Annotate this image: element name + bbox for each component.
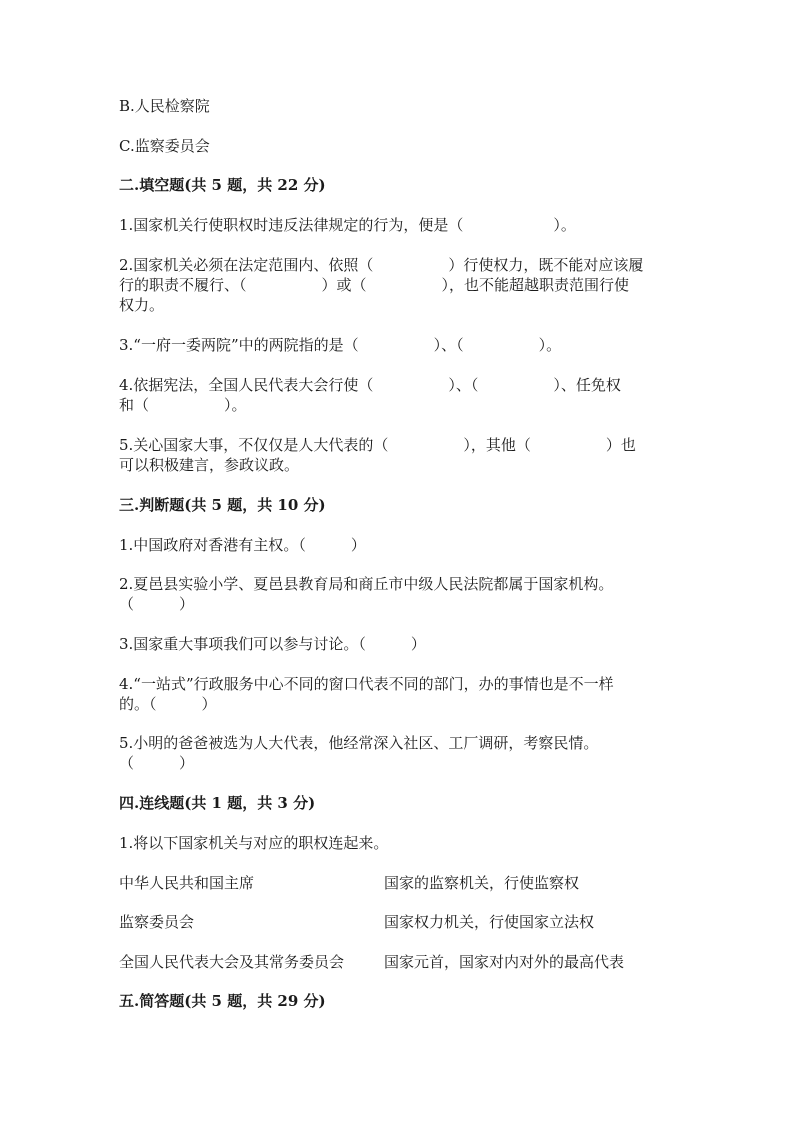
section-heading-true-false: 三.判断题(共 5 题，共 10 分) bbox=[119, 496, 326, 514]
true-false-question-1: 1.中国政府对香港有主权。（ ） bbox=[119, 536, 366, 554]
fill-blank-question-2-line-3: 权力。 bbox=[119, 296, 165, 314]
matching-right-item: 国家的监察机关，行使监察权 bbox=[384, 874, 580, 892]
fill-blank-question-3: 3.“一府一委两院”中的两院指的是（ ）、（ ）。 bbox=[119, 336, 562, 354]
fill-blank-question-4-line-1: 4.依据宪法，全国人民代表大会行使（ ）、（ ）、任免权 bbox=[119, 376, 621, 394]
fill-blank-question-2-line-1: 2.国家机关必须在法定范围内、依照（ ）行使权力，既不能对应该履 bbox=[119, 256, 644, 274]
matching-right-item: 国家权力机关，行使国家立法权 bbox=[384, 913, 595, 931]
matching-question-1: 1.将以下国家机关与对应的职权连起来。 bbox=[119, 834, 389, 852]
section-heading-short-answer: 五.简答题(共 5 题，共 29 分) bbox=[119, 992, 326, 1010]
section-heading-fill-blank: 二.填空题(共 5 题，共 22 分) bbox=[119, 176, 326, 194]
true-false-question-5-line-1: 5.小明的爸爸被选为人大代表，他经常深入社区、工厂调研，考察民情。 bbox=[119, 734, 599, 752]
fill-blank-question-1: 1.国家机关行使职权时违反法律规定的行为，便是（ ）。 bbox=[119, 216, 576, 234]
true-false-question-3: 3.国家重大事项我们可以参与讨论。（ ） bbox=[119, 635, 426, 653]
choice-c: C.监察委员会 bbox=[119, 137, 210, 155]
true-false-question-2-line-2: （ ） bbox=[119, 595, 195, 613]
matching-left-item: 监察委员会 bbox=[119, 913, 195, 931]
fill-blank-question-5-line-2: 可以积极建言，参政议政。 bbox=[119, 456, 300, 474]
fill-blank-question-4-line-2: 和（ ）。 bbox=[119, 396, 247, 414]
fill-blank-question-2-line-2: 行的职责不履行、（ ）或（ ），也不能超越职责范围行使 bbox=[119, 276, 630, 294]
matching-left-item: 中华人民共和国主席 bbox=[119, 874, 255, 892]
fill-blank-question-5-line-1: 5.关心国家大事，不仅仅是人大代表的（ ），其他（ ）也 bbox=[119, 436, 636, 454]
true-false-question-4-line-2: 的。（ ） bbox=[119, 695, 217, 713]
choice-b: B.人民检察院 bbox=[119, 97, 210, 115]
true-false-question-2-line-1: 2.夏邑县实验小学、夏邑县教育局和商丘市中级人民法院都属于国家机构。 bbox=[119, 575, 614, 593]
section-heading-matching: 四.连线题(共 1 题，共 3 分) bbox=[119, 794, 316, 812]
matching-left-item: 全国人民代表大会及其常务委员会 bbox=[119, 953, 345, 971]
true-false-question-4-line-1: 4.“一站式”行政服务中心不同的窗口代表不同的部门，办的事情也是不一样 bbox=[119, 675, 614, 693]
true-false-question-5-line-2: （ ） bbox=[119, 754, 195, 772]
matching-right-item: 国家元首，国家对内对外的最高代表 bbox=[384, 953, 625, 971]
